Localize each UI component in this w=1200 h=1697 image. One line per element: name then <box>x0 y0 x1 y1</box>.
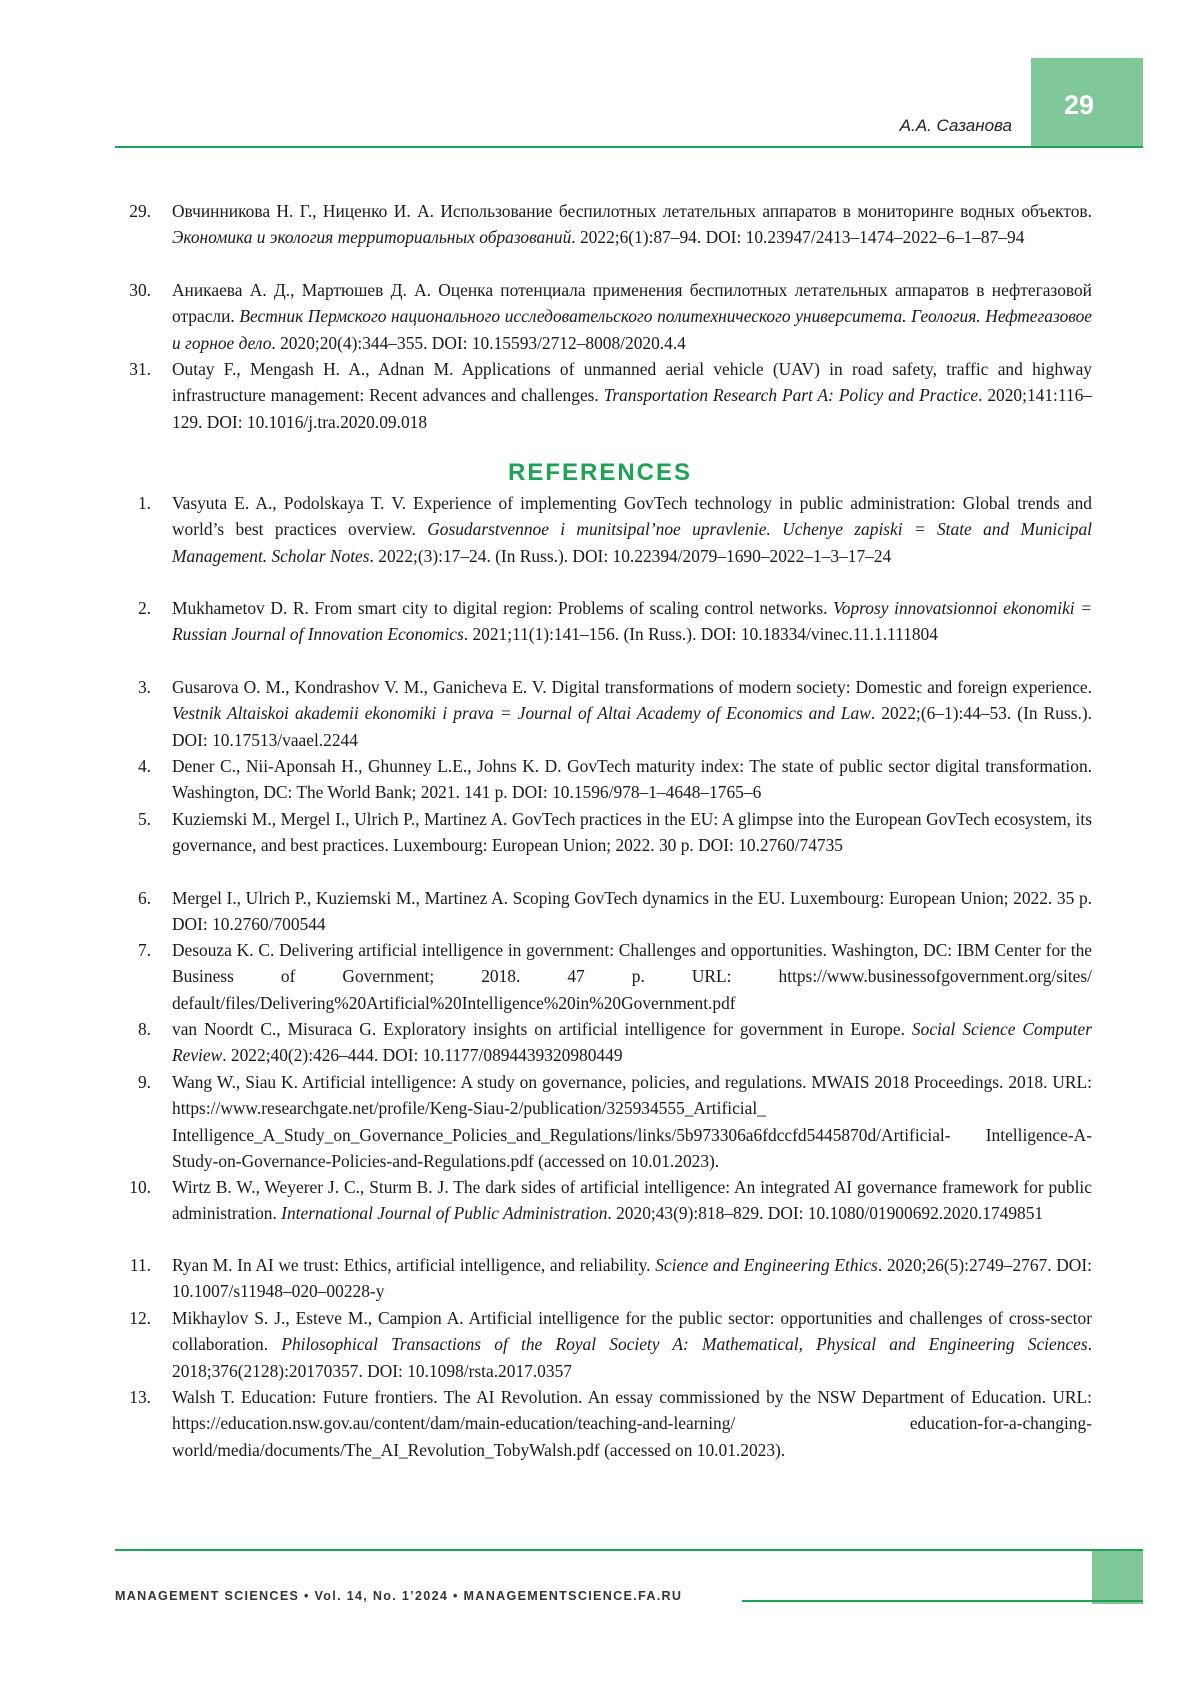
reference-details: . 2022;6(1):87–94. DOI: 10.23947/2413–1474–2022–6–1–87–94 <box>571 227 1025 248</box>
reference-text <box>172 1384 1092 1463</box>
reference-details: . 2022;(6–1):44–53. (In Russ.). DOI: 10.17513/vaael.2244 <box>172 703 1092 750</box>
reference-body: Desouza K. C. Delivering artificial intelligence in government: Challenges and opportunities. Washington, DC: IBM Center for the Business of Government; 2018. 47 p. URL: https://www.businessofgovernment.org/sites/ default/files/Delivering%20Artificial%20Intelligence%20in%20Government.pdf <box>172 940 1092 1013</box>
reference-body: Walsh T. Education: Future frontiers. The AI Revolution. An essay commissioned by the NSW Department of Education. URL: https://education.nsw.gov.au/content/dam/main-education/teaching-and-learning/ education-for-a-changing-world/media/documents/The_AI_Revolution_TobyWalsh.pdf (accessed on 10.01.2023). <box>172 1387 1092 1460</box>
journal-footer: MANAGEMENT SCIENCES • Vol. 14, No. 1’2024 • MANAGEMENTSCIENCE.FA.RU <box>115 1589 683 1603</box>
reference-number: 12. <box>129 1308 151 1328</box>
footer-rule <box>115 1549 1143 1551</box>
reference-text <box>172 1016 1092 1069</box>
reference-text <box>172 198 1092 251</box>
reference-text <box>172 1069 1092 1174</box>
reference-body: Mukhametov D. R. From smart city to digital region: Problems of scaling control networks. <box>172 598 834 618</box>
reference-body: Ryan M. In AI we trust: Ethics, artificial intelligence, and reliability. <box>172 1255 656 1275</box>
reference-body: Овчинникова Н. Г., Ниценко И. А. Использование беспилотных летательных аппаратов в мониторинге водных объектов. <box>172 201 1092 221</box>
reference-details: . 2020;141:116–129. DOI: 10.1016/j.tra.2020.09.018 <box>172 385 1092 432</box>
reference-journal: Transportation Research Part A: Policy and Practice <box>603 385 979 406</box>
reference-number: 3. <box>137 677 151 697</box>
reference-body: Аникаева А. Д., Мартюшев Д. А. Оценка потенциала применения беспилотных летательных аппаратов в нефтегазовой отрасли. <box>172 280 1092 327</box>
reference-number: 29. <box>129 201 151 221</box>
reference-details: . 2018;376(2128):20170357. DOI: 10.1098/rsta.2017.0357 <box>172 1334 1092 1381</box>
reference-body: Gusarova O. M., Kondrashov V. M., Ganicheva E. V. Digital transformations of modern society: Domestic and foreign experience. <box>172 677 1092 697</box>
reference-text <box>172 490 1092 569</box>
reference-text <box>172 937 1092 1016</box>
reference-details: . 2020;20(4):344–355. DOI: 10.15593/2712–8008/2020.4.4 <box>271 332 686 353</box>
reference-details: . 2021;11(1):141–156. (In Russ.). DOI: 10.18334/vinec.11.1.111804 <box>463 624 938 645</box>
reference-number: 13. <box>129 1387 151 1407</box>
reference-body: Mergel I., Ulrich P., Kuziemski M., Martinez A. Scoping GovTech dynamics in the EU. Luxembourg: European Union; 2022. 35 p. DOI: 10.2760/700544 <box>172 888 1092 935</box>
reference-details: . 2020;26(5):2749–2767. DOI: 10.1007/s11948–020–00228-y <box>172 1255 1092 1302</box>
reference-text <box>172 356 1092 435</box>
reference-body: Dener C., Nii-Aponsah H., Ghunney L.E., Johns K. D. GovTech maturity index: The state of public sector digital transformation. Washington, DC: The World Bank; 2021. 141 p. DOI: 10.1596/978–1–4648–1765–6 <box>172 756 1092 803</box>
reference-journal: Social Science Computer Review <box>172 1019 1092 1066</box>
reference-details: . 2022;(3):17–24. (In Russ.). DOI: 10.22394/2079–1690–2022–1–3–17–24 <box>369 545 892 566</box>
reference-number: 11. <box>129 1255 151 1275</box>
reference-number: 30. <box>129 280 151 300</box>
references-heading: REFERENCES <box>507 459 693 486</box>
reference-journal: Philosophical Transactions of the Royal Society A: Mathematical, Physical and Engineering Sciences <box>281 1334 1088 1355</box>
reference-body: Outay F., Mengash H. A., Adnan M. Applications of unmanned aerial vehicle (UAV) in road safety, traffic and highway infrastructure management: Recent advances and challenges. <box>172 359 1092 406</box>
reference-journal: Вестник Пермского национального исследовательского политехнического университета. Геология. Нефтегазовое и горное дело <box>172 306 1092 353</box>
reference-body: Kuziemski M., Mergel I., Ulrich P., Martinez A. GovTech practices in the EU: A glimpse into the European GovTech ecosystem, its governance, and best practices. Luxembourg: European Union; 2022. 30 p. DOI: 10.2760/74735 <box>172 809 1092 856</box>
reference-text <box>172 277 1092 356</box>
reference-journal: Vestnik Altaiskoi akademii ekonomiki i prava = Journal of Altai Academy of Economics and Law <box>172 703 871 724</box>
running-header-author: А.А. Сазанова <box>899 116 1012 135</box>
reference-journal: Voprosy innovatsionnoi ekonomiki = Russian Journal of Innovation Economics <box>172 598 1093 645</box>
reference-number: 6. <box>137 888 151 908</box>
header-rule <box>115 146 1143 148</box>
reference-body: van Noordt C., Misuraca G. Exploratory insights on artificial intelligence for government in Europe. <box>172 1019 912 1039</box>
reference-number: 31. <box>129 359 151 379</box>
page-number: 29 <box>1063 90 1095 120</box>
reference-body: Wirtz B. W., Weyerer J. C., Sturm B. J. The dark sides of artificial intelligence: An integrated AI governance framework for public administration. <box>172 1177 1092 1224</box>
reference-details: . 2020;43(9):818–829. DOI: 10.1080/01900692.2020.1749851 <box>607 1203 1044 1224</box>
reference-text <box>172 753 1092 806</box>
reference-number: 9. <box>137 1072 151 1092</box>
reference-number: 2. <box>137 598 151 618</box>
reference-body: Vasyuta E. A., Podolskaya T. V. Experience of implementing GovTech technology in public administration: Global trends and world’s best practices overview. <box>172 493 1092 540</box>
reference-number: 8. <box>137 1019 151 1039</box>
reference-text <box>172 806 1092 859</box>
reference-number: 1. <box>137 493 151 513</box>
reference-body: Mikhaylov S. J., Esteve M., Campion A. Artificial intelligence for the public sector: opportunities and challenges of cross-sector collaboration. <box>172 1308 1092 1355</box>
reference-text <box>172 595 1092 648</box>
reference-number: 4. <box>137 756 151 776</box>
footer-box <box>1092 1551 1143 1604</box>
reference-journal: International Journal of Public Administration <box>281 1203 608 1224</box>
reference-details: . 2022;40(2):426–444. DOI: 10.1177/0894439320980449 <box>222 1045 623 1066</box>
reference-journal: Экономика и экология территориальных образований <box>172 227 572 248</box>
reference-text <box>172 674 1092 753</box>
reference-body: Wang W., Siau K. Artificial intelligence: A study on governance, policies, and regulations. MWAIS 2018 Proceedings. 2018. URL: https://www.researchgate.net/profile/Keng-Siau-2/publication/325934555_Artificial_ Intelligence_A_Study_on_Governance_Policies_and_Regulations/links/5b973306a6fdccfd5445870d/Artificial- Intelligence-A-Study-on-Governance-Policies-and-Regulations.pdf (accessed on 10.01.2023). <box>172 1072 1092 1171</box>
reference-journal: Science and Engineering Ethics <box>655 1255 878 1275</box>
reference-number: 5. <box>137 809 151 829</box>
footer-underline <box>742 1600 1143 1602</box>
reference-number: 7. <box>137 940 151 960</box>
reference-text <box>172 1252 1092 1305</box>
reference-text <box>172 1305 1092 1384</box>
reference-number: 10. <box>129 1177 151 1197</box>
reference-journal: Gosudarstvennoe i munitsipal’noe upravlenie. Uchenye zapiski = State and Municipal Management. Scholar Notes <box>172 519 1092 566</box>
reference-text <box>172 1174 1092 1227</box>
reference-text <box>172 885 1092 938</box>
